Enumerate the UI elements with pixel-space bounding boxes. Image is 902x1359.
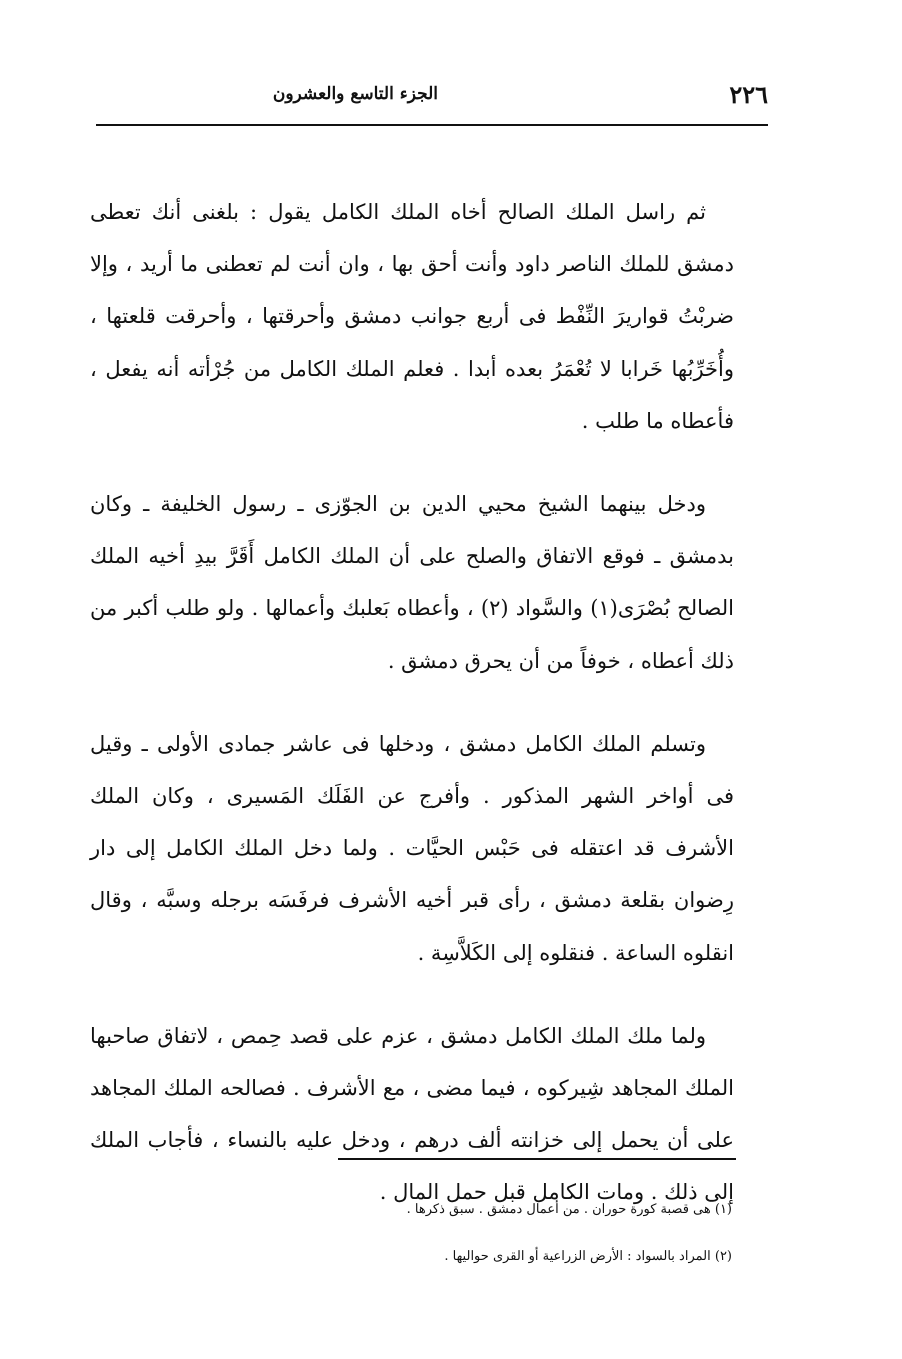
page-header — [96, 78, 768, 124]
header-rule — [96, 124, 768, 126]
footnotes — [330, 1186, 732, 1280]
footnote-rule — [338, 1158, 736, 1160]
running-title: الجزء التاسع والعشرون — [272, 84, 438, 104]
paragraph-4: ولما ملك الملك الكامل دمشق ، عزم على قصد حِمص ، لاتفاق صاحبها الملك المجاهد شِيركوه ، فيما مضى ، مع الأشرف . فصالحه الملك المجاهد على أن يحمل إلى خزانته ألف درهم ، ودخل عليه بالنساء ، فأجاب الملك إلى ذلك . ومات الكامل قبل حمل المال . — [90, 1023, 734, 1205]
paragraph-2: ودخل بينهما الشيخ محيي الدين بن الجوّزى ـ رسول الخليفة ـ وكان بدمشق ـ فوقع الاتفاق والصلح على أن الملك الكامل أَقَرَّ بيدِ أخيه الملك الصالح بُصْرَى(١) والسَّواد (٢) ، وأعطاه بَعلبك وأعمالها . ولو طلب أكبر من ذلك أعطاه ، خوفاً من أن يحرق دمشق . — [90, 492, 734, 673]
footnote-1: (١) هى قصبة كورة حوران . من أعمال دمشق . سبق ذكرها . — [406, 1202, 732, 1217]
footnote-2: (٢) المراد بالسواد : الأرض الزراعية أو القرى حواليها . — [444, 1249, 732, 1264]
main-text — [90, 186, 734, 1250]
page-number: ٢٢٦ — [729, 80, 768, 109]
paragraph-3: وتسلم الملك الكامل دمشق ، ودخلها فى عاشر جمادى الأولى ـ وقيل فى أواخر الشهر المذكور . وأفرج عن الفَلَك المَسيرى ، وكان الملك الأشرف قد اعتقله فى حَبْس الحيَّات . ولما دخل الملك الكامل إلى دار رِضوان بقلعة دمشق ، رأى قبر أخيه الأشرف فرفَسَه برجله وسبَّه ، وقال انقلوه الساعة . فنقلوه إلى الكَلاَّسِة . — [90, 731, 734, 965]
paragraph-1: ثم راسل الملك الصالح أخاه الملك الكامل يقول : بلغنى أنك تعطى دمشق للملك الناصر داود وأنت أحق بها ، وان أنت لم تعطنى ما أريد ، وإلا ضربْتُ قواريرَ النِّفْط فى أربع جوانب دمشق وأحرقتها ، وأحرقت قلعتها ، وأُخَرِّبُها خَرابا لا تُعْمَرُ بعده أبدا . فعلم الملك الكامل من جُرْأته أنه يفعل ، فأعطاه ما طلب . — [90, 200, 734, 433]
